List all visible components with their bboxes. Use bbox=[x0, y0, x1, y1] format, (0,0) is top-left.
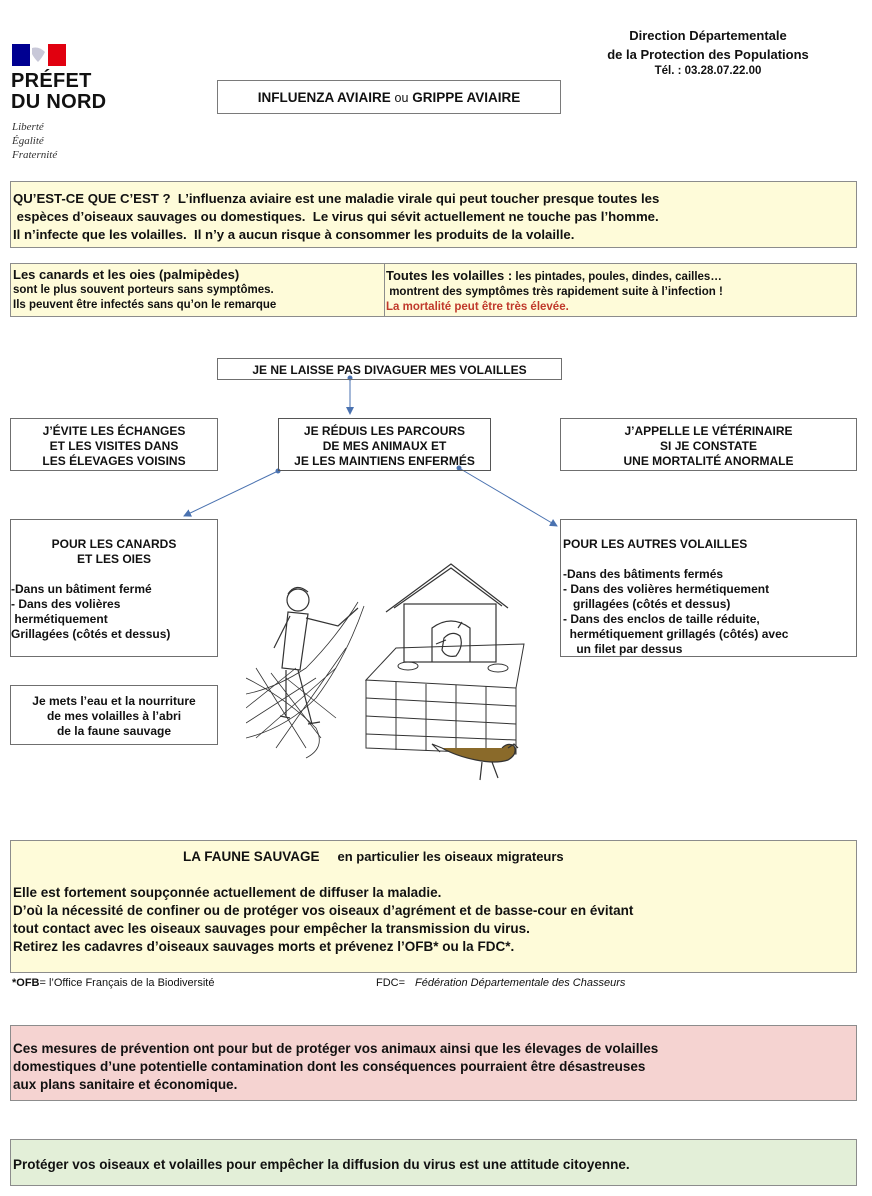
illustration bbox=[246, 548, 546, 810]
intro-line: QU’EST-CE QUE C’EST ? L’influenza aviaire est une maladie virale qui peut toucher presque toutes les bbox=[13, 191, 660, 206]
faune-box bbox=[10, 840, 857, 973]
faune-line: tout contact avec les oiseaux sauvages pour empêcher la transmission du virus. bbox=[13, 921, 530, 936]
canards-item: hermétiquement bbox=[11, 612, 108, 626]
net-icon bbox=[246, 602, 364, 758]
flow-left-line: LES ÉLEVAGES VOISINS bbox=[42, 454, 186, 468]
enclosure-fence-icon bbox=[366, 644, 524, 754]
eau-line: de mes volailles à l’abri bbox=[46, 709, 182, 723]
volailles-species: les pintades, poules, dindes, cailles… bbox=[512, 271, 722, 283]
canards-item: Grillagées (côtés et dessus) bbox=[11, 627, 171, 641]
flow-left-line: J’ÉVITE LES ÉCHANGES bbox=[42, 424, 186, 438]
flow-center-box bbox=[278, 418, 491, 471]
mortality-warning: La mortalité peut être très élevée. bbox=[386, 301, 569, 313]
palmipedes-line: sont le plus souvent porteurs sans symptômes. bbox=[13, 284, 274, 296]
flow-left-line: ET LES VISITES DANS bbox=[49, 439, 179, 453]
motto-line: Fraternité bbox=[12, 149, 58, 161]
flow-center-line: JE RÉDUIS LES PARCOURS bbox=[303, 424, 466, 438]
prevention-line: Ces mesures de prévention ont pour but de protéger vos animaux ainsi que les élevages de volailles bbox=[13, 1041, 659, 1056]
palmipedes-line: Ils peuvent être infectés sans qu’on le remarque bbox=[13, 299, 277, 311]
logo-line: DU NORD bbox=[11, 91, 107, 113]
citoyen-text: Protéger vos oiseaux et volailles pour empêcher la diffusion du virus est une attitude citoyenne. bbox=[13, 1157, 630, 1172]
footnote-ofb bbox=[12, 977, 214, 989]
faune-title: LA FAUNE SAUVAGE bbox=[183, 849, 320, 864]
prevention-line: domestiques d’une potentielle contamination dont les conséquences pourraient être désastreuses bbox=[13, 1059, 646, 1074]
volailles-line: montrent des symptômes très rapidement suite à l’infection ! bbox=[386, 286, 723, 298]
autres-item: - Dans des volières hermétiquement bbox=[563, 582, 770, 596]
agency-subname: de la Protection des Populations bbox=[607, 47, 809, 62]
agency-name: Direction Départementale bbox=[629, 28, 787, 43]
canards-item: - Dans des volières bbox=[11, 597, 121, 611]
pheasant-icon bbox=[432, 744, 518, 780]
eau-line: de la faune sauvage bbox=[56, 724, 172, 738]
prevention-box bbox=[10, 1025, 857, 1101]
intro-line: Il n’infecte que les volailles. Il n’y a aucun risque à consommer les produits de la volaille. bbox=[13, 227, 575, 242]
autres-box bbox=[560, 519, 857, 657]
canards-item: -Dans un bâtiment fermé bbox=[11, 582, 152, 596]
motto-line: Égalité bbox=[12, 135, 44, 147]
agency-phone: Tél. : 03.28.07.22.00 bbox=[654, 65, 762, 77]
faune-line: Retirez les cadavres d’oiseaux sauvages morts et prévenez l’OFB* ou la FDC*. bbox=[13, 939, 515, 954]
ofb-abbr: *OFB bbox=[12, 977, 40, 989]
citoyen-box bbox=[10, 1139, 857, 1186]
eau-line: Je mets l’eau et la nourriture bbox=[32, 694, 196, 708]
flow-right-line: SI JE CONSTATE bbox=[660, 439, 757, 453]
title-right: GRIPPE AVIAIRE bbox=[412, 90, 521, 105]
canards-title: ET LES OIES bbox=[76, 552, 151, 566]
title-left: INFLUENZA AVIAIRE bbox=[257, 90, 391, 105]
arrow-center-left bbox=[184, 471, 278, 516]
arrow-center-right bbox=[459, 468, 557, 526]
fdc-abbr: FDC= bbox=[376, 977, 406, 989]
palmipedes-title: Les canards et les oies (palmipèdes) bbox=[13, 267, 240, 282]
eau-box bbox=[10, 685, 218, 745]
flow-top-text: JE NE LAISSE PAS DIVAGUER MES VOLAILLES bbox=[252, 363, 527, 377]
faune-subtitle: en particulier les oiseaux migrateurs bbox=[337, 849, 564, 864]
autres-item: un filet par dessus bbox=[563, 642, 683, 656]
flow-center-line: DE MES ANIMAUX ET bbox=[322, 439, 447, 453]
flow-top-box bbox=[217, 358, 562, 380]
autres-item: hermétiquement grillagés (côtés) avec bbox=[563, 627, 789, 641]
autres-item: - Dans des enclos de taille réduite, bbox=[563, 612, 760, 626]
flow-arrows bbox=[0, 0, 872, 560]
canards-title: POUR LES CANARDS bbox=[51, 537, 177, 551]
canards-box bbox=[10, 519, 218, 657]
faune-line: D’où la nécessité de confiner ou de protéger vos oiseaux d’agrément et de basse-cour en évitant bbox=[13, 903, 634, 918]
fdc-text: Fédération Départementale des Chasseurs bbox=[415, 977, 626, 989]
logo-line: PRÉFET bbox=[11, 70, 92, 92]
title-or: ou bbox=[394, 91, 409, 105]
autres-item: -Dans des bâtiments fermés bbox=[563, 567, 724, 581]
flow-right-line: J’APPELLE LE VÉTÉRINAIRE bbox=[624, 424, 793, 438]
flow-right-line: UNE MORTALITÉ ANORMALE bbox=[623, 454, 794, 468]
motto-line: Liberté bbox=[12, 121, 44, 133]
flow-left-box bbox=[10, 418, 218, 471]
ofb-text: = l’Office Français de la Biodiversité bbox=[39, 977, 215, 989]
flow-center-line: JE LES MAINTIENS ENFERMÉS bbox=[294, 454, 475, 468]
autres-item: grillagées (côtés et dessus) bbox=[563, 597, 731, 611]
footnote-fdc bbox=[376, 977, 625, 989]
intro-line: espèces d’oiseaux sauvages ou domestiques. Le virus qui sévit actuellement ne touche pas l’homme. bbox=[13, 209, 659, 224]
faune-line: Elle est fortement soupçonnée actuellement de diffuser la maladie. bbox=[13, 885, 442, 900]
autres-title: POUR LES AUTRES VOLAILLES bbox=[563, 537, 748, 551]
person-with-net-icon bbox=[274, 587, 358, 724]
volailles-title: Toutes les volailles : bbox=[386, 268, 513, 283]
prevention-line: aux plans sanitaire et économique. bbox=[13, 1077, 238, 1092]
flow-right-box bbox=[560, 418, 857, 471]
